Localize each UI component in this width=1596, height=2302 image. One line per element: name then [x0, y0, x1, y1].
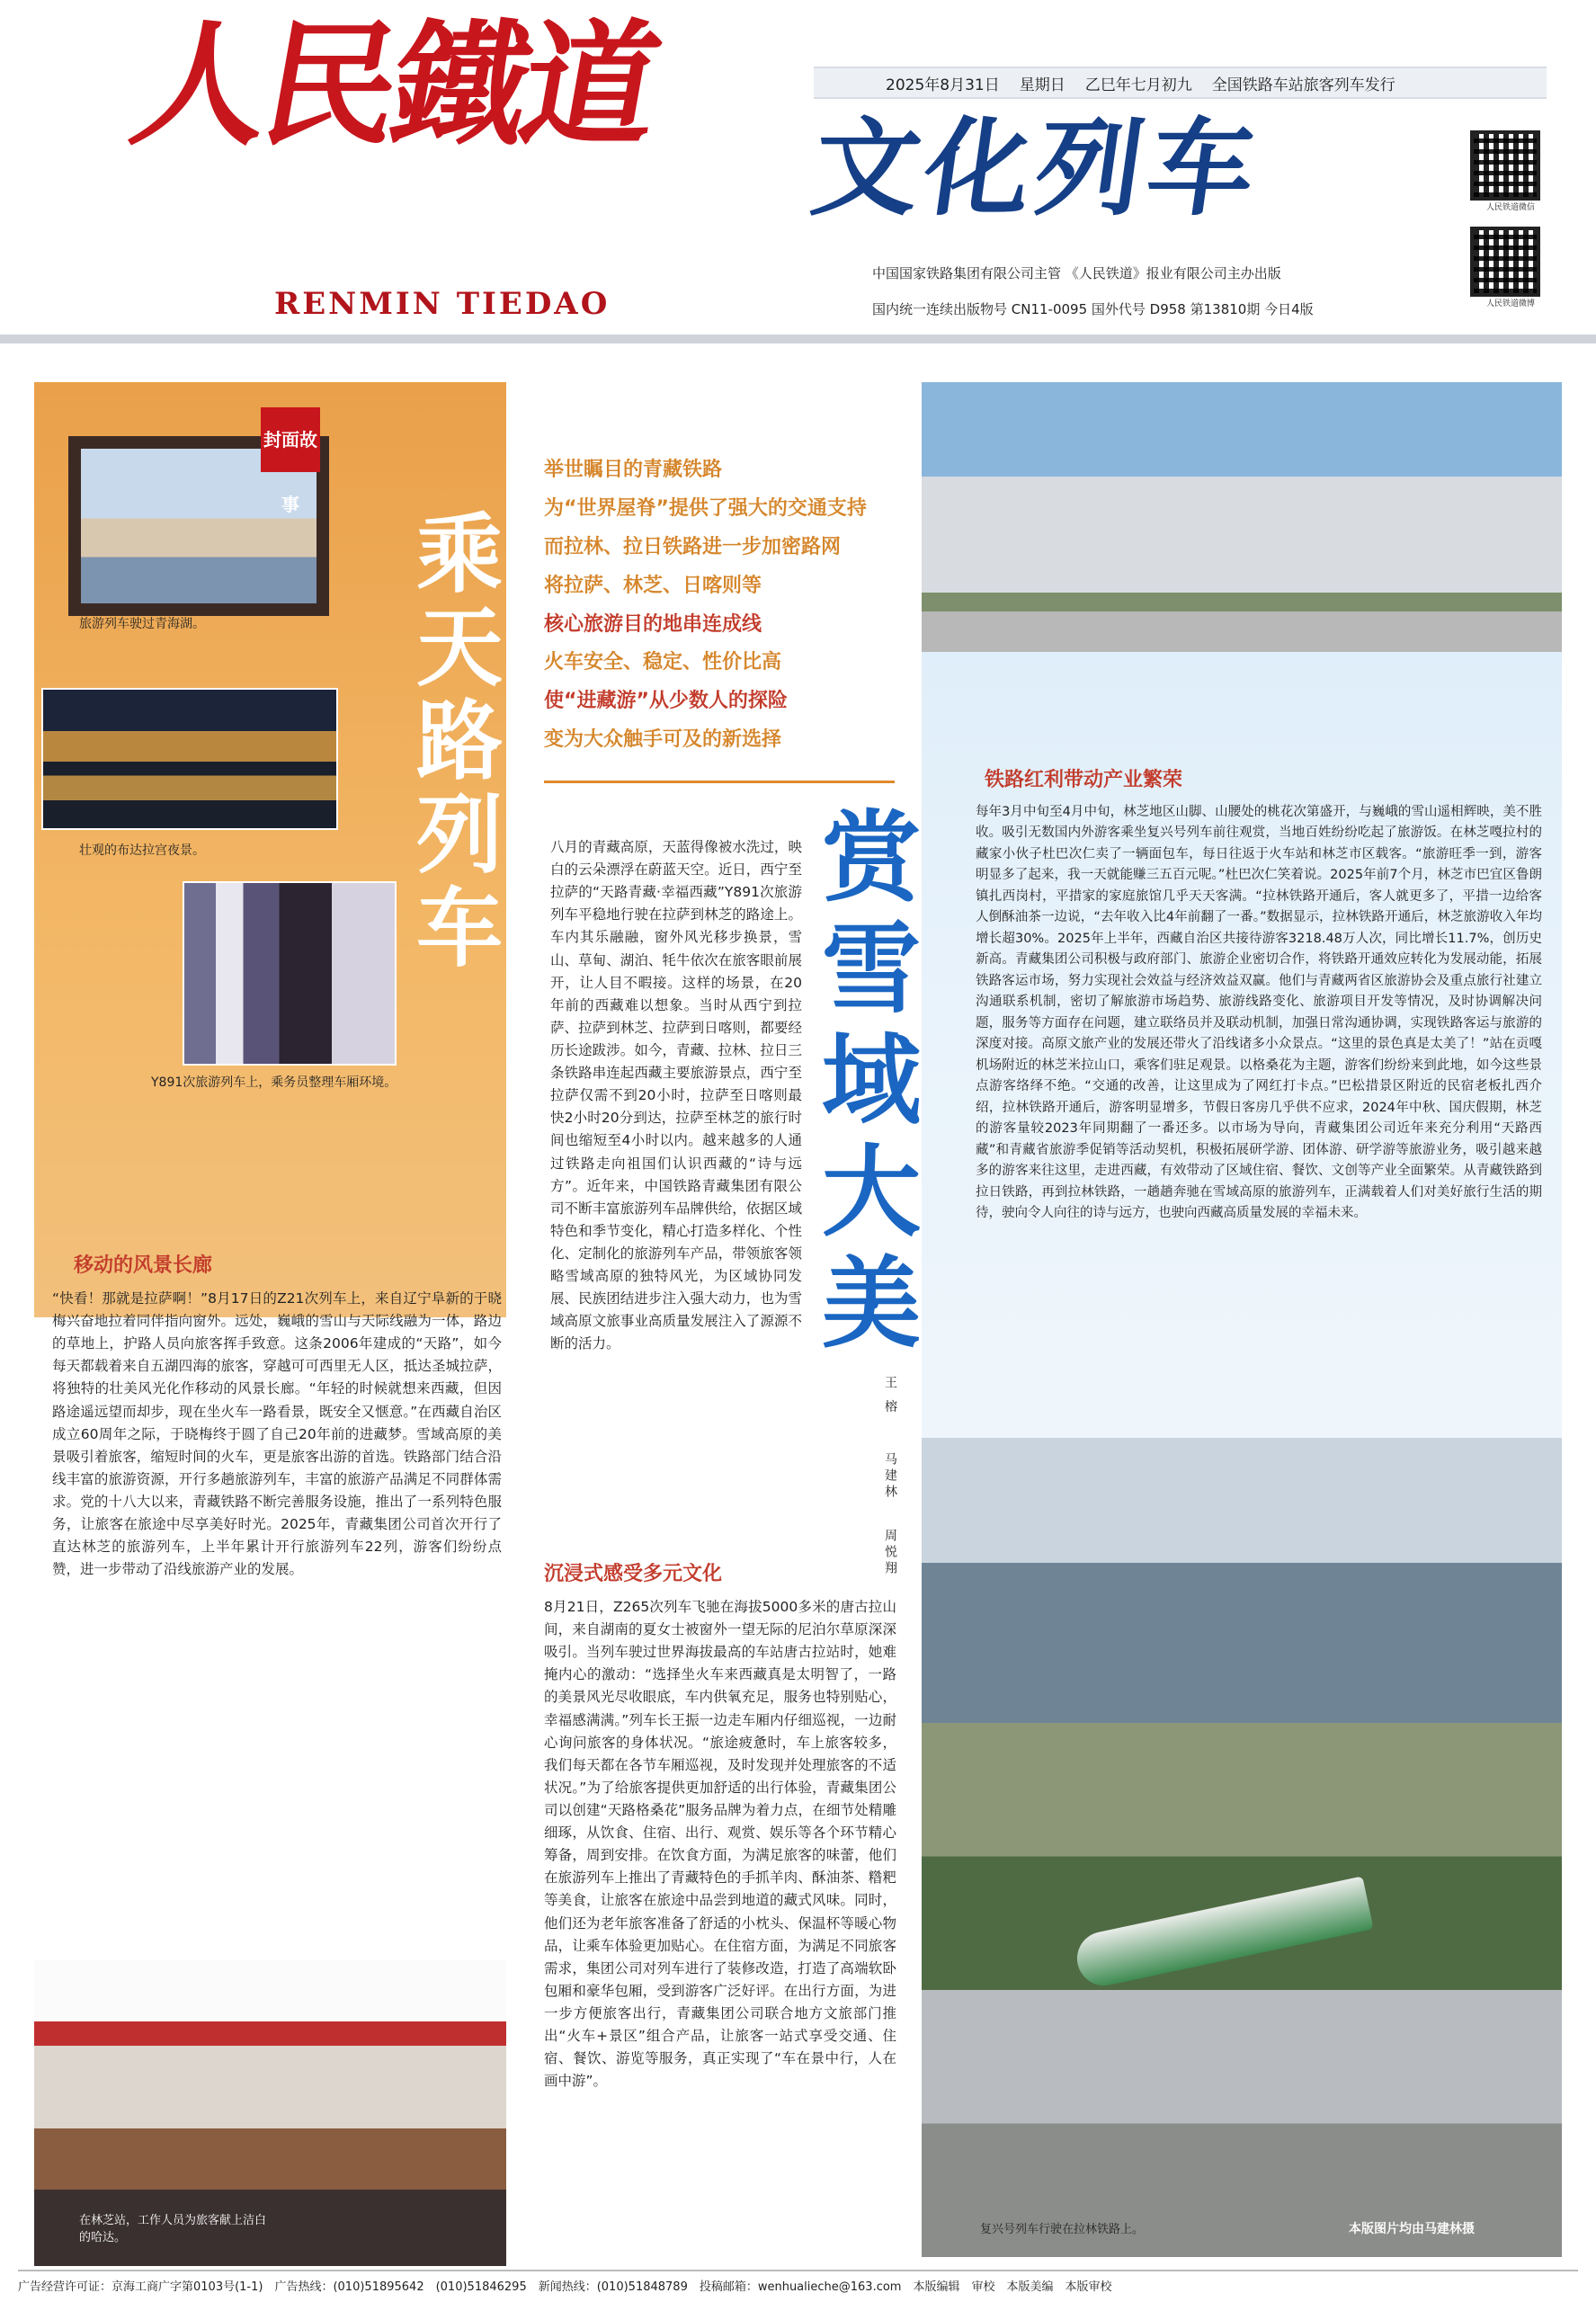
- qr-wechat[interactable]: [1470, 130, 1551, 212]
- photo-caption: 复兴号列车行驶在拉林铁路上。: [980, 2223, 1145, 2236]
- serial-line: 国内统一连续出版物号 CN11-0095 国外代号 D958 第13810期 今日4版: [872, 301, 1314, 317]
- qr-caption: 人民铁道微信: [1485, 203, 1535, 212]
- page-footer: 广告经营许可证：京海工商广字第0103号(1-1) 广告热线：(010)51895642 (010)51846295 新闻热线：(010)51848789 投稿邮箱：wenhualieche@163.com 本版编辑 审校 本版美编 本版审校: [18, 2270, 1578, 2294]
- photo-caption: 旅游列车驶过青海湖。: [79, 617, 205, 631]
- qr-weibo[interactable]: [1470, 227, 1551, 308]
- lede-line: 举世瞩目的青藏铁路: [544, 459, 723, 481]
- photo-caption: 壮观的布达拉宫夜景。: [79, 843, 205, 858]
- lede-line: 将拉萨、林芝、日喀则等: [544, 574, 762, 597]
- lede-line: 核心旅游目的地串连成线: [544, 612, 762, 636]
- section-title: 文化列车: [805, 106, 1269, 230]
- main-headline: 赏雪域大美: [806, 805, 921, 1362]
- cover-story-panel: [34, 382, 506, 1317]
- lede-line: 使“进藏游”从少数人的探险: [544, 690, 788, 713]
- lede-divider: [544, 781, 895, 783]
- masthead-divider: [0, 335, 1596, 344]
- date-band: [814, 67, 1547, 99]
- photo-train-attendant: [183, 881, 397, 1066]
- newspaper-logo-english: RENMIN TIEDAO: [274, 286, 611, 322]
- lede-line: 而拉林、拉日铁路进一步加密路网: [544, 535, 842, 558]
- cover-story-badge: 封面故事: [261, 407, 320, 472]
- cover-story-title: 乘天路列车: [402, 508, 504, 976]
- qr-code-icon: [1470, 130, 1540, 201]
- lunar-date: 乙巳年七月初九: [1084, 76, 1192, 94]
- distribution-note: 全国铁路车站旅客列车发行: [1211, 76, 1395, 94]
- article-intro-body: 八月的青藏高原，天蓝得像被水洗过，映白的云朵漂浮在蔚蓝天空。近日，西宁至拉萨的“天路青藏·幸福西藏”Y891次旅游列车平稳地行驶在拉萨到林芝的路途上。车内其乐融融，窗外风光移步换景，雪山、草甸、湖泊、牦牛依次在旅客眼前展开，让人目不暇接。这样的场景，在20年前的西藏难以想象。当时从西宁到拉萨、拉萨到林芝、拉萨到日喀则，都要经历长途跋涉。如今，青藏、拉林、拉日三条铁路串连起西藏主要旅游景点，西宁至拉萨仅需不到20小时，拉萨至日喀则最快2小时20分到达，拉萨至林芝的旅行时间也缩短至4小时以内。越来越多的人通过铁路走向祖国们认识西藏的“诗与远方”。近年来，中国铁路青藏集团有限公司不断丰富旅游列车品牌供给，依据区域特色和季节变化，精心打造多样化、个性化、定制化的旅游列车产品，带领旅客领略雪域高原的独特风光，为区域协同发展、民族团结进步注入强大动力，也为雪域高原文旅事业高质量发展注入了源源不断的活力。: [550, 839, 802, 1352]
- lede-line: 为“世界屋脊”提供了强大的交通支持: [544, 496, 867, 520]
- photo-caption: 在林芝站，工作人员为旅客献上洁白的哈达。: [79, 2214, 267, 2244]
- lede-line: 变为大众触手可及的新选择: [544, 728, 782, 752]
- section-heading: 铁路红利带动产业繁荣: [985, 768, 1183, 791]
- article-body-middle: 8月21日，Z265次列车飞驰在海拔5000多米的唐古拉山间，来自湖南的夏女士被窗外一望无际的尼泊尔草原深深吸引。当列车驶过世界海拔最高的车站唐古拉站时，她难掩内心的激动：“选择坐火车来西藏真是太明智了，一路的美景风光尽收眼底，车内供氧充足，服务也特别贴心，幸福感满满。”列车长王振一边走车厢内仔细巡视，一边耐心询问旅客的身体状况。“旅途疲惫时，车上旅客较多，我们每天都在各节车厢巡视，及时发现并处理旅客的不适状况。”为了给旅客提供更加舒适的出行体验，青藏集团公司以创建“天路格桑花”服务品牌为着力点，在细节处精雕细琢，从饮食、住宿、出行、观赏、娱乐等各个环节精心筹备，周到安排。在饮食方面，为满足旅客的味蕾，他们在旅游列车上推出了青藏特色的手抓羊肉、酥油茶、糌粑等美食，让旅客在旅途中品尝到地道的藏式风味。同时，他们还为老年旅客准备了舒适的小枕头、保温杯等暖心物品，让乘车体验更加贴心。在住宿方面，为满足不同旅客需求，集团公司对列车进行了装修改造，打造了高端软卧包厢和豪华包厢，受到游客广泛好评。在出行方面，为进一步方便旅客出行，青藏集团公司联合地方文旅部门推出“火车+景区”组合产品，让旅客一站式享受交通、住宿、餐饮、游览等服务，真正实现了“车在景中行，人在画中游”。: [544, 1599, 896, 2090]
- byline-1: 王 榕: [883, 1376, 897, 1416]
- photo-credit: 本版图片均由马建林摄: [1349, 2222, 1475, 2236]
- section-heading: 沉浸式感受多元文化: [544, 1562, 723, 1585]
- article-body-left: “快看！那就是拉萨啊！”8月17日的Z21次列车上，来自辽宁阜新的于晓梅兴奋地拉着同伴指向窗外。远处，巍峨的雪山与天际线融为一体，路边的草地上，护路人员向旅客挥手致意。这条2006年建成的“天路”，如今每天都载着来自五湖四海的旅客，穿越可可西里无人区，抵达圣城拉萨，将独特的壮美风光化作移动的风景长廊。“年轻的时候就想来西藏，但因路途遥远望而却步，现在坐火车一路看景，既安全又惬意。”在西藏自治区成立60周年之际，于晓梅终于圆了自己20年前的进藏梦。雪域高原的美景吸引着旅客，缩短时间的火车，更是旅客出游的首选。铁路部门结合沿线丰富的旅游资源，开行多趟旅游列车，丰富的旅游产品满足不同群体需求。党的十八大以来，青藏铁路不断完善服务设施，推出了一系列特色服务，让旅客在旅途中尽享美好时光。2025年，青藏集团公司首次开行了直达林芝的旅游列车，上半年累计开行旅游列车22列，游客们纷纷点赞，进一步带动了沿线旅游产业的发展。: [52, 1290, 502, 1578]
- issue-date: 2025年8月31日: [886, 76, 1000, 94]
- lede-line: 火车安全、稳定、性价比高: [544, 651, 782, 674]
- lede-block: [544, 451, 904, 760]
- publisher-line: 中国国家铁路集团有限公司主管 《人民铁道》报业有限公司主办出版: [872, 265, 1281, 281]
- byline-3: 周悦翔: [883, 1529, 897, 1577]
- newspaper-logo: 人民鐵道: [120, 6, 667, 165]
- qr-code-icon: [1470, 227, 1540, 297]
- issue-weekday: 星期日: [1019, 76, 1065, 94]
- photo-potala-night: [41, 688, 338, 830]
- article-body-right: 每年3月中旬至4月中旬，林芝地区山脚、山腰处的桃花次第盛开，与巍峨的雪山遥相辉映，美不胜收。吸引无数国内外游客乘坐复兴号列车前往观赏，当地百姓纷纷吃起了旅游饭。在林芝嘎拉村的藏家小伙子杜巴次仁卖了一辆面包车，每日往返于火车站和林芝市区载客。“旅游旺季一到，游客明显多了起来，我一天就能赚三五百元呢。”杜巴次仁笑着说。2025年前7个月，林芝市巴宜区鲁朗镇扎西岗村，平措家的家庭旅馆几乎天天客满。“拉林铁路开通后，客人就更多了，平措一边给客人倒酥油茶一边说，“去年收入比4年前翻了一番。”数据显示，拉林铁路开通后，林芝旅游收入年均增长超30%。2025年上半年，西藏自治区共接待游客3218.48万人次，同比增长11.7%，创历史新高。青藏集团公司积极与政府部门、旅游企业密切合作，将铁路开通效应转化为发展动能，拓展铁路客运市场，努力实现社会效益与经济效益双赢。他们与青藏两省区旅游协会及重点旅行社建立沟通联系机制，密切了解旅游市场趋势、旅游线路变化、旅游项目开发等情况，及时协调解决问题，服务等方面存在问题，建立联络员并及联动机制，加强日常沟通协调，实现铁路客运与旅游的深度对接。高原文旅产业的发展还带火了沿线诸多小众景点。“这里的景色真是太美了！”站在贡嘎机场附近的林芝米拉山口，乘客们驻足观景。以格桑花为主题，游客们纷纷来到此地，如今这些景点游客络绎不绝。“交通的改善，让这里成为了网红打卡点。”巴松措景区附近的民宿老板扎西介绍，拉林铁路开通后，游客明显增多，节假日客房几乎供不应求，2024年中秋、国庆假期，林芝的游客量较2023年同期翻了一番还多。以市场为导向，青藏集团公司近年来充分利用“天路西藏”和青藏省旅游季促销等活动契机，积极拓展研学游、团体游、研学游等旅游业务，吸引越来越多的游客来往这里，走进西藏，有效带动了区域住宿、餐饮、文创等产业全面繁荣。从青藏铁路到拉日铁路，再到拉林铁路，一趟趟奔驰在雪域高原的旅游列车，正满载着人们对美好旅行生活的期待，驶向令人向往的诗与远方，也驶向西藏高质量发展的幸福未来。: [976, 805, 1542, 1221]
- byline-2: 马建林: [883, 1452, 897, 1501]
- section-heading: 移动的风景长廊: [74, 1254, 213, 1277]
- train-shape: [1072, 1876, 1373, 1990]
- photo-fuxing-train-mountains: [922, 1367, 1562, 2257]
- photo-caption: Y891次旅游列车上，乘务员整理车厢环境。: [151, 1075, 397, 1090]
- photo-lhasa-station: [922, 382, 1562, 652]
- qr-caption: 人民铁道微博: [1485, 299, 1535, 308]
